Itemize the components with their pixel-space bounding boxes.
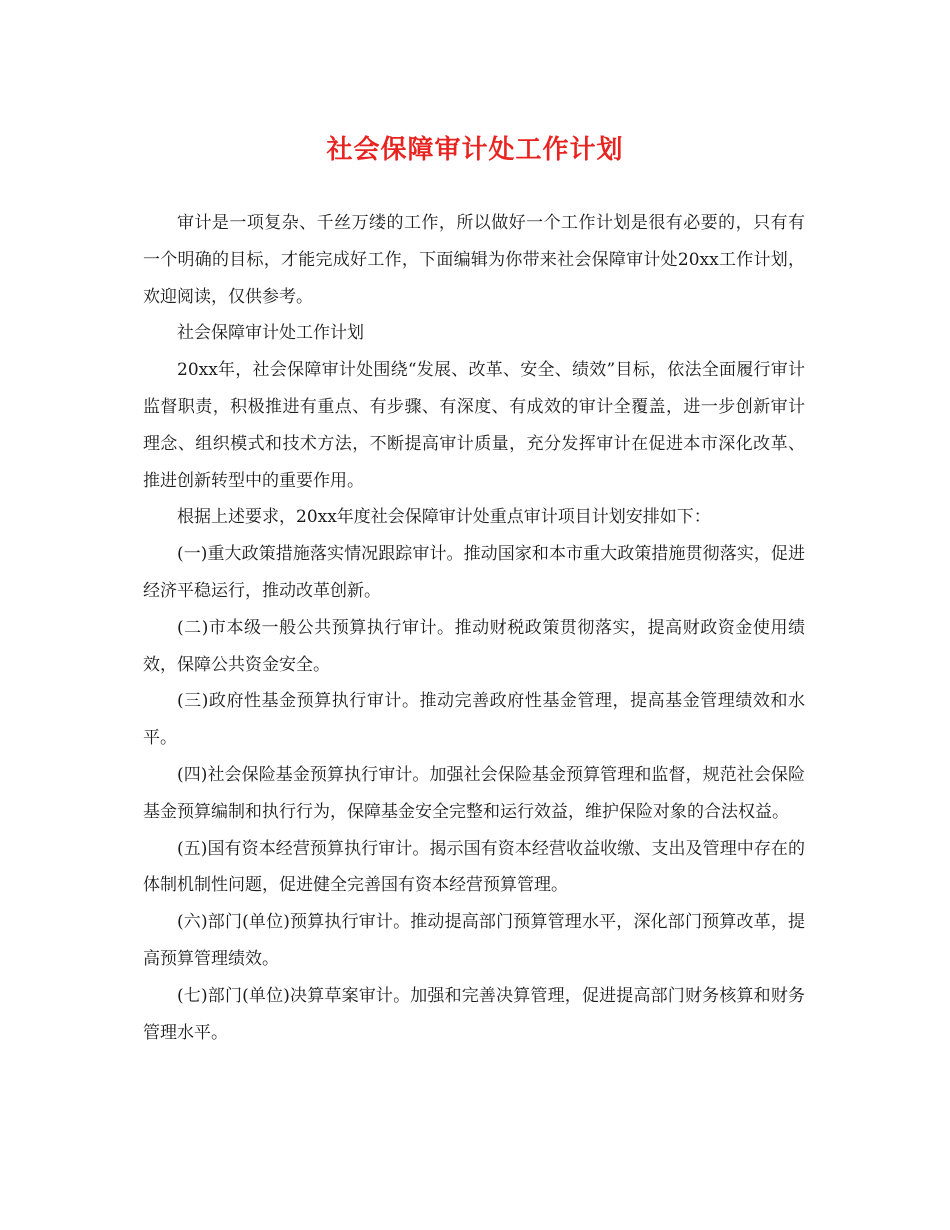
paragraph-intro: 审计是一项复杂、千丝万缕的工作，所以做好一个工作计划是很有必要的，只有有一个明确的目标，才能完成好工作，下面编辑为你带来社会保障审计处20xx工作计划，欢迎阅读，仅供参考。	[143, 213, 805, 307]
paragraph-item-6: (六)部门(单位)预算执行审计。推动提高部门预算管理水平，深化部门预算改革，提高预算管理绩效。	[143, 912, 805, 969]
paragraph-item-7: (七)部门(单位)决算草案审计。加强和完善决算管理，促进提高部门财务核算和财务管理水平。	[143, 985, 805, 1043]
paragraph-item-3: (三)政府性基金预算执行审计。推动完善政府性基金管理，提高基金管理绩效和水平。	[143, 691, 805, 749]
paragraph-subtitle: 社会保障审计处工作计划	[177, 323, 364, 344]
paragraph-goals: 20xx年，社会保障审计处围绕“发展、改革、安全、绩效”目标，依法全面履行审计监督职责，积极推进有重点、有步骤、有深度、有成效的审计全覆盖，进一步创新审计理念、组织模式和技术方法，不断提高审计质量，充分发挥审计在促进本市深化改革、推进创新转型中的重要作用。	[143, 360, 805, 491]
paragraph-item-1: (一)重大政策措施落实情况跟踪审计。推动国家和本市重大政策措施贯彻落实，促进经济平稳运行，推动改革创新。	[143, 544, 805, 601]
paragraph-item-5: (五)国有资本经营预算执行审计。揭示国有资本经营收益收缴、支出及管理中存在的体制机制性问题，促进健全完善国有资本经营预算管理。	[143, 838, 805, 896]
document-body	[143, 205, 805, 1051]
paragraph-item-2: (二)市本级一般公共预算执行审计。推动财税政策贯彻落实，提高财政资金使用绩效，保障公共资金安全。	[143, 617, 805, 675]
paragraph-item-4: (四)社会保险基金预算执行审计。加强社会保险基金预算管理和监督，规范社会保险基金预算编制和执行行为，保障基金安全完整和运行效益，维护保险对象的合法权益。	[143, 764, 805, 822]
paragraph-plan-intro: 根据上述要求，20xx年度社会保障审计处重点审计项目计划安排如下：	[177, 507, 711, 528]
document-title: 社会保障审计处工作计划	[326, 135, 624, 165]
